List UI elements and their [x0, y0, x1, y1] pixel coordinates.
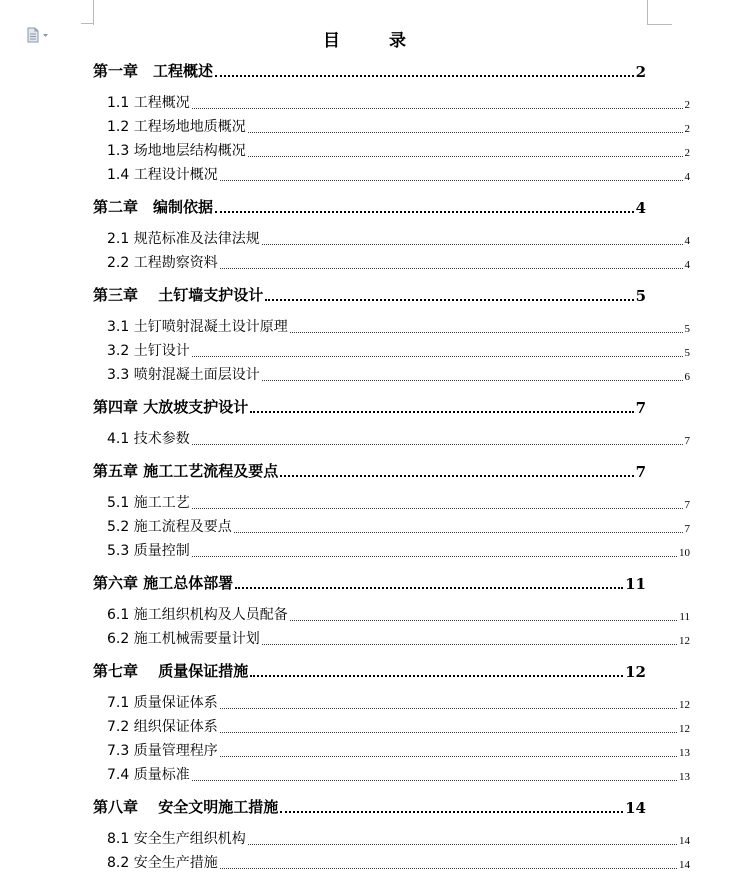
toc-entry-title: 1.1 工程概况: [107, 95, 190, 111]
toc-section-entry[interactable]: [107, 92, 690, 112]
toc-page-number: 2: [684, 123, 690, 135]
toc-page-number: 14: [679, 859, 690, 871]
toc-entry-title: 第二章 编制依据: [93, 198, 214, 216]
toc-dot-leader: [280, 474, 633, 477]
toc-entry-title: 5.1 施工工艺: [107, 495, 190, 511]
toc-dot-leader: [220, 755, 677, 757]
toc-page-number: 5: [684, 347, 690, 359]
toc-page-number: 5: [684, 323, 690, 335]
toc-dot-leader: [192, 555, 677, 557]
toc-dot-leader: [220, 731, 677, 733]
toc-dot-leader: [248, 155, 683, 157]
toc-page-number: 7: [684, 523, 690, 535]
toc-dot-leader: [248, 131, 683, 133]
toc-page-number: 12: [679, 699, 690, 711]
toc-page-number: 7: [635, 463, 646, 481]
toc-chapter-entry[interactable]: [93, 284, 646, 305]
toc-section-entry[interactable]: [107, 340, 690, 360]
toc-dot-leader: [192, 779, 677, 781]
toc-page-number: 2: [635, 63, 646, 81]
toc-section-entry[interactable]: [107, 364, 690, 384]
toc-entry-title: 1.3 场地地层结构概况: [107, 143, 246, 159]
toc-chapter-entry[interactable]: [93, 60, 646, 81]
toc-section-entry[interactable]: [107, 516, 690, 536]
toc-section-entry[interactable]: [107, 252, 690, 272]
toc-chapter-entry[interactable]: [93, 572, 646, 593]
toc-section-entry[interactable]: [107, 740, 690, 760]
toc-entry-title: 5.3 质量控制: [107, 543, 190, 559]
toc-dot-leader: [262, 243, 683, 245]
toc-entry-title: 3.1 土钉喷射混凝土设计原理: [107, 319, 288, 335]
toc-page-number: 12: [679, 723, 690, 735]
toc-section-entry[interactable]: [107, 604, 690, 624]
toc-page-number: 4: [684, 259, 690, 271]
toc-page-number: 11: [625, 575, 646, 593]
toc-entry-title: 7.1 质量保证体系: [107, 695, 218, 711]
toc-entry-title: 6.1 施工组织机构及人员配备: [107, 607, 288, 623]
toc-page-number: 2: [684, 147, 690, 159]
toc-dot-leader: [262, 379, 683, 381]
toc-entry-title: 7.4 质量标准: [107, 767, 190, 783]
toc-section-entry[interactable]: [107, 116, 690, 136]
toc-entry-title: 第四章 大放坡支护设计: [93, 398, 249, 416]
toc-chapter-entry[interactable]: [93, 660, 646, 681]
toc-dot-leader: [250, 674, 623, 677]
toc-section-entry[interactable]: [107, 540, 690, 560]
toc-dot-leader: [265, 298, 633, 301]
toc-dot-leader: [220, 867, 677, 869]
toc-entry-title: 第一章 工程概述: [93, 62, 214, 80]
toc-title: 目 录: [323, 31, 422, 51]
toc-page-number: 7: [684, 499, 690, 511]
toc-chapter-entry[interactable]: [93, 460, 646, 481]
toc-page-number: 6: [684, 371, 690, 383]
toc-section-entry[interactable]: [107, 692, 690, 712]
toc-dot-leader: [215, 74, 634, 77]
toc-dot-leader: [192, 107, 683, 109]
toc-dot-leader: [262, 643, 677, 645]
toc-entry-title: 2.2 工程勘察资料: [107, 255, 218, 271]
toc-chapter-entry[interactable]: [93, 396, 646, 417]
toc-entry-title: 第五章 施工工艺流程及要点: [93, 462, 279, 480]
toc-entry-title: 4.1 技术参数: [107, 431, 190, 447]
toc-dot-leader: [220, 179, 683, 181]
toc-dot-leader: [192, 507, 683, 509]
toc-page-number: 4: [684, 235, 690, 247]
toc-page-number: 10: [679, 547, 690, 559]
toc-dot-leader: [280, 810, 623, 813]
toc-page-number: 13: [679, 771, 690, 783]
toc-entry-title: 第三章 土钉墙支护设计: [93, 286, 264, 304]
toc-section-entry[interactable]: [107, 228, 690, 248]
toc-dot-leader: [290, 619, 678, 621]
toc-dot-leader: [220, 707, 677, 709]
toc-dot-leader: [290, 331, 683, 333]
toc-page-number: 14: [679, 835, 690, 847]
toc-page-number: 5: [635, 287, 646, 305]
toc-dot-leader: [250, 410, 633, 413]
toc-page-number: 4: [635, 199, 646, 217]
toc-entry-title: 3.2 土钉设计: [107, 343, 190, 359]
toc-entry-title: 第七章 质量保证措施: [93, 662, 249, 680]
toc-entry-title: 8.2 安全生产措施: [107, 855, 218, 871]
toc-page-number: 13: [679, 747, 690, 759]
toc-section-entry[interactable]: [107, 716, 690, 736]
toc-section-entry[interactable]: [107, 764, 690, 784]
toc-dot-leader: [248, 843, 677, 845]
toc-dot-leader: [192, 443, 683, 445]
toc-section-entry[interactable]: [107, 140, 690, 160]
toc-chapter-entry[interactable]: [93, 196, 646, 217]
toc-page-number: 12: [625, 663, 646, 681]
toc-section-entry[interactable]: [107, 852, 690, 872]
toc-page-number: 14: [625, 799, 646, 817]
toc-page-number: 11: [679, 611, 690, 623]
toc-entry-title: 5.2 施工流程及要点: [107, 519, 232, 535]
toc-entry-title: 7.2 组织保证体系: [107, 719, 218, 735]
toc-page-number: 2: [684, 99, 690, 111]
toc-entry-title: 2.1 规范标准及法律法规: [107, 231, 260, 247]
toc-entry-title: 8.1 安全生产组织机构: [107, 831, 246, 847]
toc-page-number: 7: [684, 435, 690, 447]
toc-section-entry[interactable]: [107, 316, 690, 336]
toc-dot-leader: [235, 586, 623, 589]
toc-page-number: 12: [679, 635, 690, 647]
toc-dot-leader: [234, 531, 683, 533]
toc-section-entry[interactable]: [107, 828, 690, 848]
toc-section-entry[interactable]: [107, 164, 690, 184]
toc-page-number: 7: [635, 399, 646, 417]
toc-entry-title: 3.3 喷射混凝土面层设计: [107, 367, 260, 383]
toc-page-number: 4: [684, 171, 690, 183]
toc-dot-leader: [215, 210, 634, 213]
toc-entry-title: 第六章 施工总体部署: [93, 574, 234, 592]
toc-section-entry[interactable]: [107, 428, 690, 448]
toc-chapter-entry[interactable]: [93, 796, 646, 817]
toc-dot-leader: [220, 267, 683, 269]
toc-dot-leader: [192, 355, 683, 357]
toc-section-entry[interactable]: [107, 628, 690, 648]
toc-entry-title: 第八章 安全文明施工措施: [93, 798, 279, 816]
toc-entry-title: 6.2 施工机械需要量计划: [107, 631, 260, 647]
toc-entry-title: 7.3 质量管理程序: [107, 743, 218, 759]
toc-entry-title: 1.2 工程场地地质概况: [107, 119, 246, 135]
toc-entry-title: 1.4 工程设计概况: [107, 167, 218, 183]
toc-section-entry[interactable]: [107, 492, 690, 512]
